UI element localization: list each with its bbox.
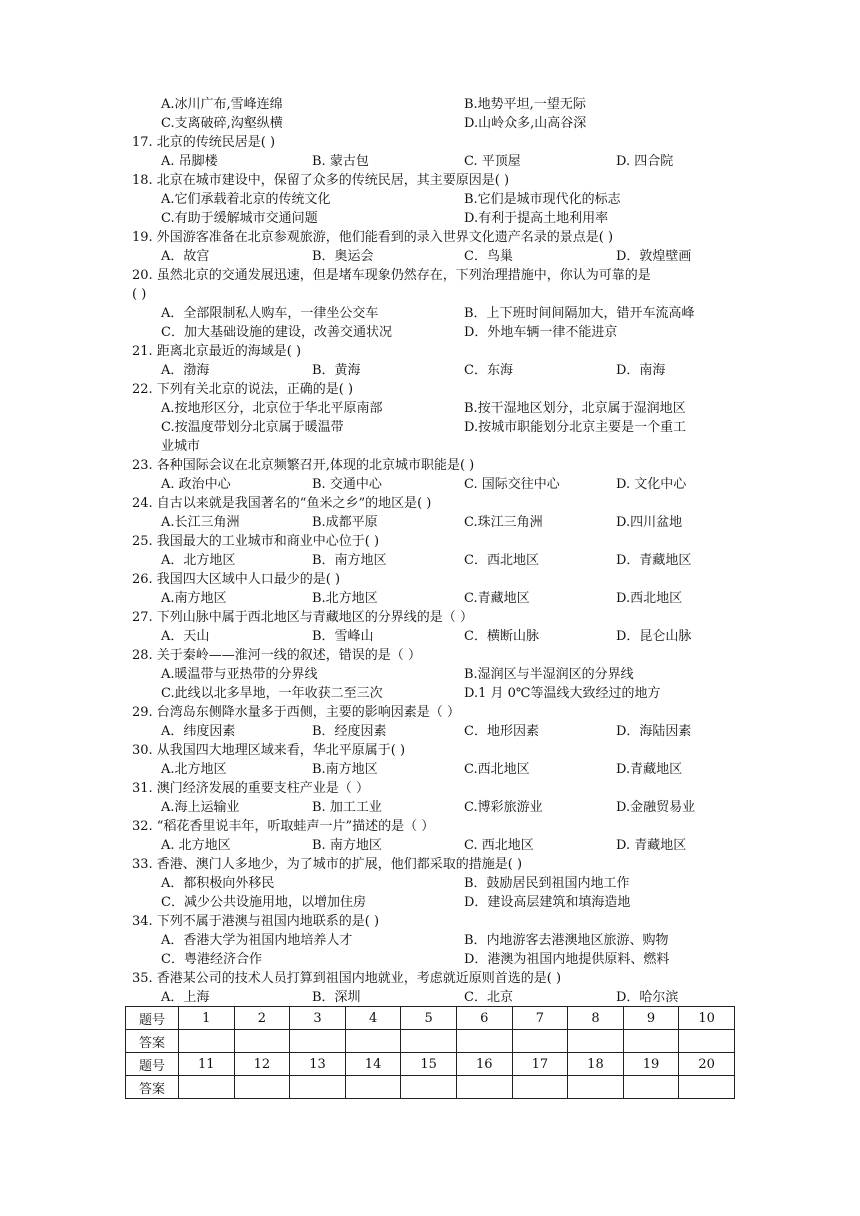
question-number-cell: 6 [456,1007,512,1030]
answer-cell[interactable] [456,1076,512,1099]
answer-option: A．上海 [161,990,210,1005]
answer-cell[interactable] [623,1076,679,1099]
answer-option: B．南方地区 [312,553,387,568]
answer-cell[interactable] [401,1030,457,1053]
answer-option: C.有助于缓解城市交通问题 [161,211,318,226]
question-number-cell: 1 [179,1007,235,1030]
answer-option: C．西北地区 [464,553,539,568]
answer-option: C.青藏地区 [464,591,530,606]
answer-option: A. 吊脚楼 [161,154,218,169]
answer-cell[interactable] [179,1030,235,1053]
answer-option: A.它们承载着北京的传统文化 [161,192,331,207]
question-stem: 31. 澳门经济发展的重要支柱产业是（ ） [132,781,369,796]
answer-option: A．都积极向外移民 [161,876,275,891]
answer-option: C.按温度带划分北京属于暖温带 [161,420,344,435]
question-stem: 29. 台湾岛东侧降水量多于西侧，主要的影响因素是（ ） [132,705,460,720]
answer-option: B.成都平原 [312,515,378,530]
answer-option: D．南海 [616,363,666,378]
answer-cell[interactable] [679,1030,735,1053]
question-stem: 35. 香港某公司的技术人员打算到祖国内地就业，考虑就近原则首选的是( ) [132,971,562,986]
question-number-cell: 16 [456,1053,512,1076]
answer-option: D．外地车辆一律不能进京 [464,325,618,340]
answer-option: C. 国际交往中心 [464,477,560,492]
answer-option: C．粤港经济合作 [161,952,262,967]
answer-cell[interactable] [345,1030,401,1053]
answer-option: B．黄海 [312,363,361,378]
answer-option: A.南方地区 [161,591,227,606]
question-stem: 26. 我国四大区域中人口最少的是( ) [132,572,341,587]
answer-option: B. 加工工业 [312,800,382,815]
question-number-cell: 19 [623,1053,679,1076]
answer-cell[interactable] [512,1030,568,1053]
answer-option: C. 平顶屋 [464,154,521,169]
answer-option: C．东海 [464,363,513,378]
answer-cell[interactable] [234,1076,290,1099]
question-stem: 32. “稻花香里说丰年，听取蛙声一片”描述的是（ ） [132,819,435,834]
answer-table-row [126,1007,735,1030]
question-stem: 25. 我国最大的工业城市和商业中心位于( ) [132,534,380,549]
answer-table [125,1006,735,1099]
question-number-cell: 12 [234,1053,290,1076]
answer-option: B.南方地区 [312,762,378,777]
answer-cell[interactable] [568,1030,624,1053]
question-number-cell: 10 [679,1007,735,1030]
answer-option: A. 政治中心 [161,477,231,492]
answer-option: D．昆仑山脉 [616,629,692,644]
answer-option: D.西北地区 [616,591,683,606]
question-stem: 20. 虽然北京的交通发展迅速，但是堵车现象仍然存在，下列治理措施中，你认为可靠的是 [132,268,651,283]
answer-cell[interactable] [179,1076,235,1099]
answer-option: B.它们是城市现代化的标志 [464,192,621,207]
answer-option: B. 蒙古包 [312,154,369,169]
answer-option: D. 青藏地区 [616,838,687,853]
question-stem: 24. 自古以来就是我国著名的“鱼米之乡”的地区是( ) [132,496,432,511]
answer-cell[interactable] [512,1076,568,1099]
question-number-cell: 20 [679,1053,735,1076]
answer-option: C．地形因素 [464,724,539,739]
answer-option: A．全部限制私人购车，一律坐公交车 [161,306,379,321]
answer-cell[interactable] [290,1076,346,1099]
question-number-cell: 15 [401,1053,457,1076]
question-number-cell: 8 [568,1007,624,1030]
answer-option: B.湿润区与半湿润区的分界线 [464,667,634,682]
header-cell: 答案 [126,1030,179,1053]
answer-option: D.四川盆地 [616,515,683,530]
answer-option: C．减少公共设施用地，以增加住房 [161,895,366,910]
answer-option: D.1 月 0℃等温线大致经过的地方 [464,686,661,701]
question-stem: 28. 关于秦岭——淮河一线的叙述，错误的是（ ） [132,648,421,663]
answer-cell[interactable] [679,1076,735,1099]
answer-option: C.博彩旅游业 [464,800,543,815]
answer-option: B．雪峰山 [312,629,374,644]
question-stem: ( ) [132,287,147,302]
question-number-cell: 13 [290,1053,346,1076]
answer-option: A.长江三角洲 [161,515,240,530]
answer-option: B.地势平坦,一望无际 [464,97,586,112]
header-cell: 答案 [126,1076,179,1099]
answer-option: B．经度因素 [312,724,387,739]
answer-cell[interactable] [456,1030,512,1053]
answer-option: B．奥运会 [312,249,374,264]
answer-option: C.支离破碎,沟壑纵横 [161,116,283,131]
header-cell: 题号 [126,1007,179,1030]
answer-option: A．北方地区 [161,553,236,568]
answer-option: B.按干湿地区划分，北京属于湿润地区 [464,401,686,416]
answer-option: C.西北地区 [464,762,530,777]
answer-table-row [126,1076,735,1099]
question-number-cell: 5 [401,1007,457,1030]
answer-option: A.冰川广布,雪峰连绵 [161,97,283,112]
header-cell: 题号 [126,1053,179,1076]
answer-cell[interactable] [290,1030,346,1053]
question-stem: 30. 从我国四大地理区域来看，华北平原属于( ) [132,743,406,758]
question-stem: 33. 香港、澳门人多地少，为了城市的扩展，他们都采取的措施是( ) [132,857,523,872]
answer-option: C.此线以北多旱地，一年收获二至三次 [161,686,383,701]
answer-option: D.有利于提高土地利用率 [464,211,609,226]
answer-option: C．北京 [464,990,513,1005]
answer-option: C．加大基础设施的建设，改善交通状况 [161,325,392,340]
answer-option: A．渤海 [161,363,210,378]
answer-option: D.青藏地区 [616,762,683,777]
answer-option: C. 西北地区 [464,838,534,853]
question-stem: 23. 各种国际会议在北京频繁召开,体现的北京城市职能是( ) [132,458,475,473]
answer-option: D．青藏地区 [616,553,692,568]
answer-option: B．上下班时间间隔加大，错开车流高峰 [464,306,695,321]
answer-option: A.海上运输业 [161,800,240,815]
answer-option: A．纬度因素 [161,724,236,739]
answer-option: A．天山 [161,629,210,644]
answer-option: D．海陆因素 [616,724,692,739]
question-stem: 18. 北京在城市建设中，保留了众多的传统民居，其主要原因是( ) [132,173,510,188]
answer-cell[interactable] [401,1076,457,1099]
answer-option: A.北方地区 [161,762,227,777]
question-stem: 19. 外国游客准备在北京参观旅游，他们能看到的录入世界文化遗产名录的景点是( ) [132,230,614,245]
question-stem: 34. 下列不属于港澳与祖国内地联系的是( ) [132,914,380,929]
answer-option: D．哈尔滨 [616,990,679,1005]
answer-option: D.金融贸易业 [616,800,696,815]
answer-cell[interactable] [345,1076,401,1099]
answer-option: 业城市 [161,439,201,454]
answer-cell[interactable] [234,1030,290,1053]
answer-cell[interactable] [568,1076,624,1099]
question-number-cell: 17 [512,1053,568,1076]
answer-option: A．香港大学为祖国内地培养人才 [161,933,353,948]
answer-option: C.珠江三角洲 [464,515,543,530]
answer-option: B. 南方地区 [312,838,382,853]
question-stem: 21. 距离北京最近的海域是( ) [132,344,302,359]
answer-option: C．鸟巢 [464,249,513,264]
question-stem: 27. 下列山脉中属于西北地区与青藏地区的分界线的是（ ） [132,610,473,625]
answer-option: D. 四合院 [616,154,674,169]
question-stem: 17. 北京的传统民居是( ) [132,135,276,150]
question-number-cell: 3 [290,1007,346,1030]
answer-option: A．故宫 [161,249,210,264]
answer-option: A. 北方地区 [161,838,231,853]
question-number-cell: 2 [234,1007,290,1030]
question-stem: 22. 下列有关北京的说法，正确的是( ) [132,382,354,397]
answer-option: D．港澳为祖国内地提供原料、燃料 [464,952,670,967]
answer-option: B．内地游客去港澳地区旅游、购物 [464,933,669,948]
question-number-cell: 11 [179,1053,235,1076]
answer-option: D．敦煌壁画 [616,249,692,264]
question-number-cell: 18 [568,1053,624,1076]
answer-table-row [126,1053,735,1076]
answer-option: B.北方地区 [312,591,378,606]
answer-option: B．深圳 [312,990,361,1005]
question-number-cell: 7 [512,1007,568,1030]
answer-option: B. 交通中心 [312,477,382,492]
answer-option: B．鼓励居民到祖国内地工作 [464,876,630,891]
answer-option: D. 文化中心 [616,477,687,492]
question-number-cell: 14 [345,1053,401,1076]
question-number-cell: 4 [345,1007,401,1030]
answer-table-row [126,1030,735,1053]
answer-option: D.山岭众多,山高谷深 [464,116,587,131]
answer-option: A.按地形区分，北京位于华北平原南部 [161,401,383,416]
question-number-cell: 9 [623,1007,679,1030]
answer-option: C．横断山脉 [464,629,539,644]
answer-option: D．建设高层建筑和填海造地 [464,895,631,910]
answer-cell[interactable] [623,1030,679,1053]
answer-option: A.暖温带与亚热带的分界线 [161,667,318,682]
answer-option: D.按城市职能划分北京主要是一个重工 [464,420,687,435]
